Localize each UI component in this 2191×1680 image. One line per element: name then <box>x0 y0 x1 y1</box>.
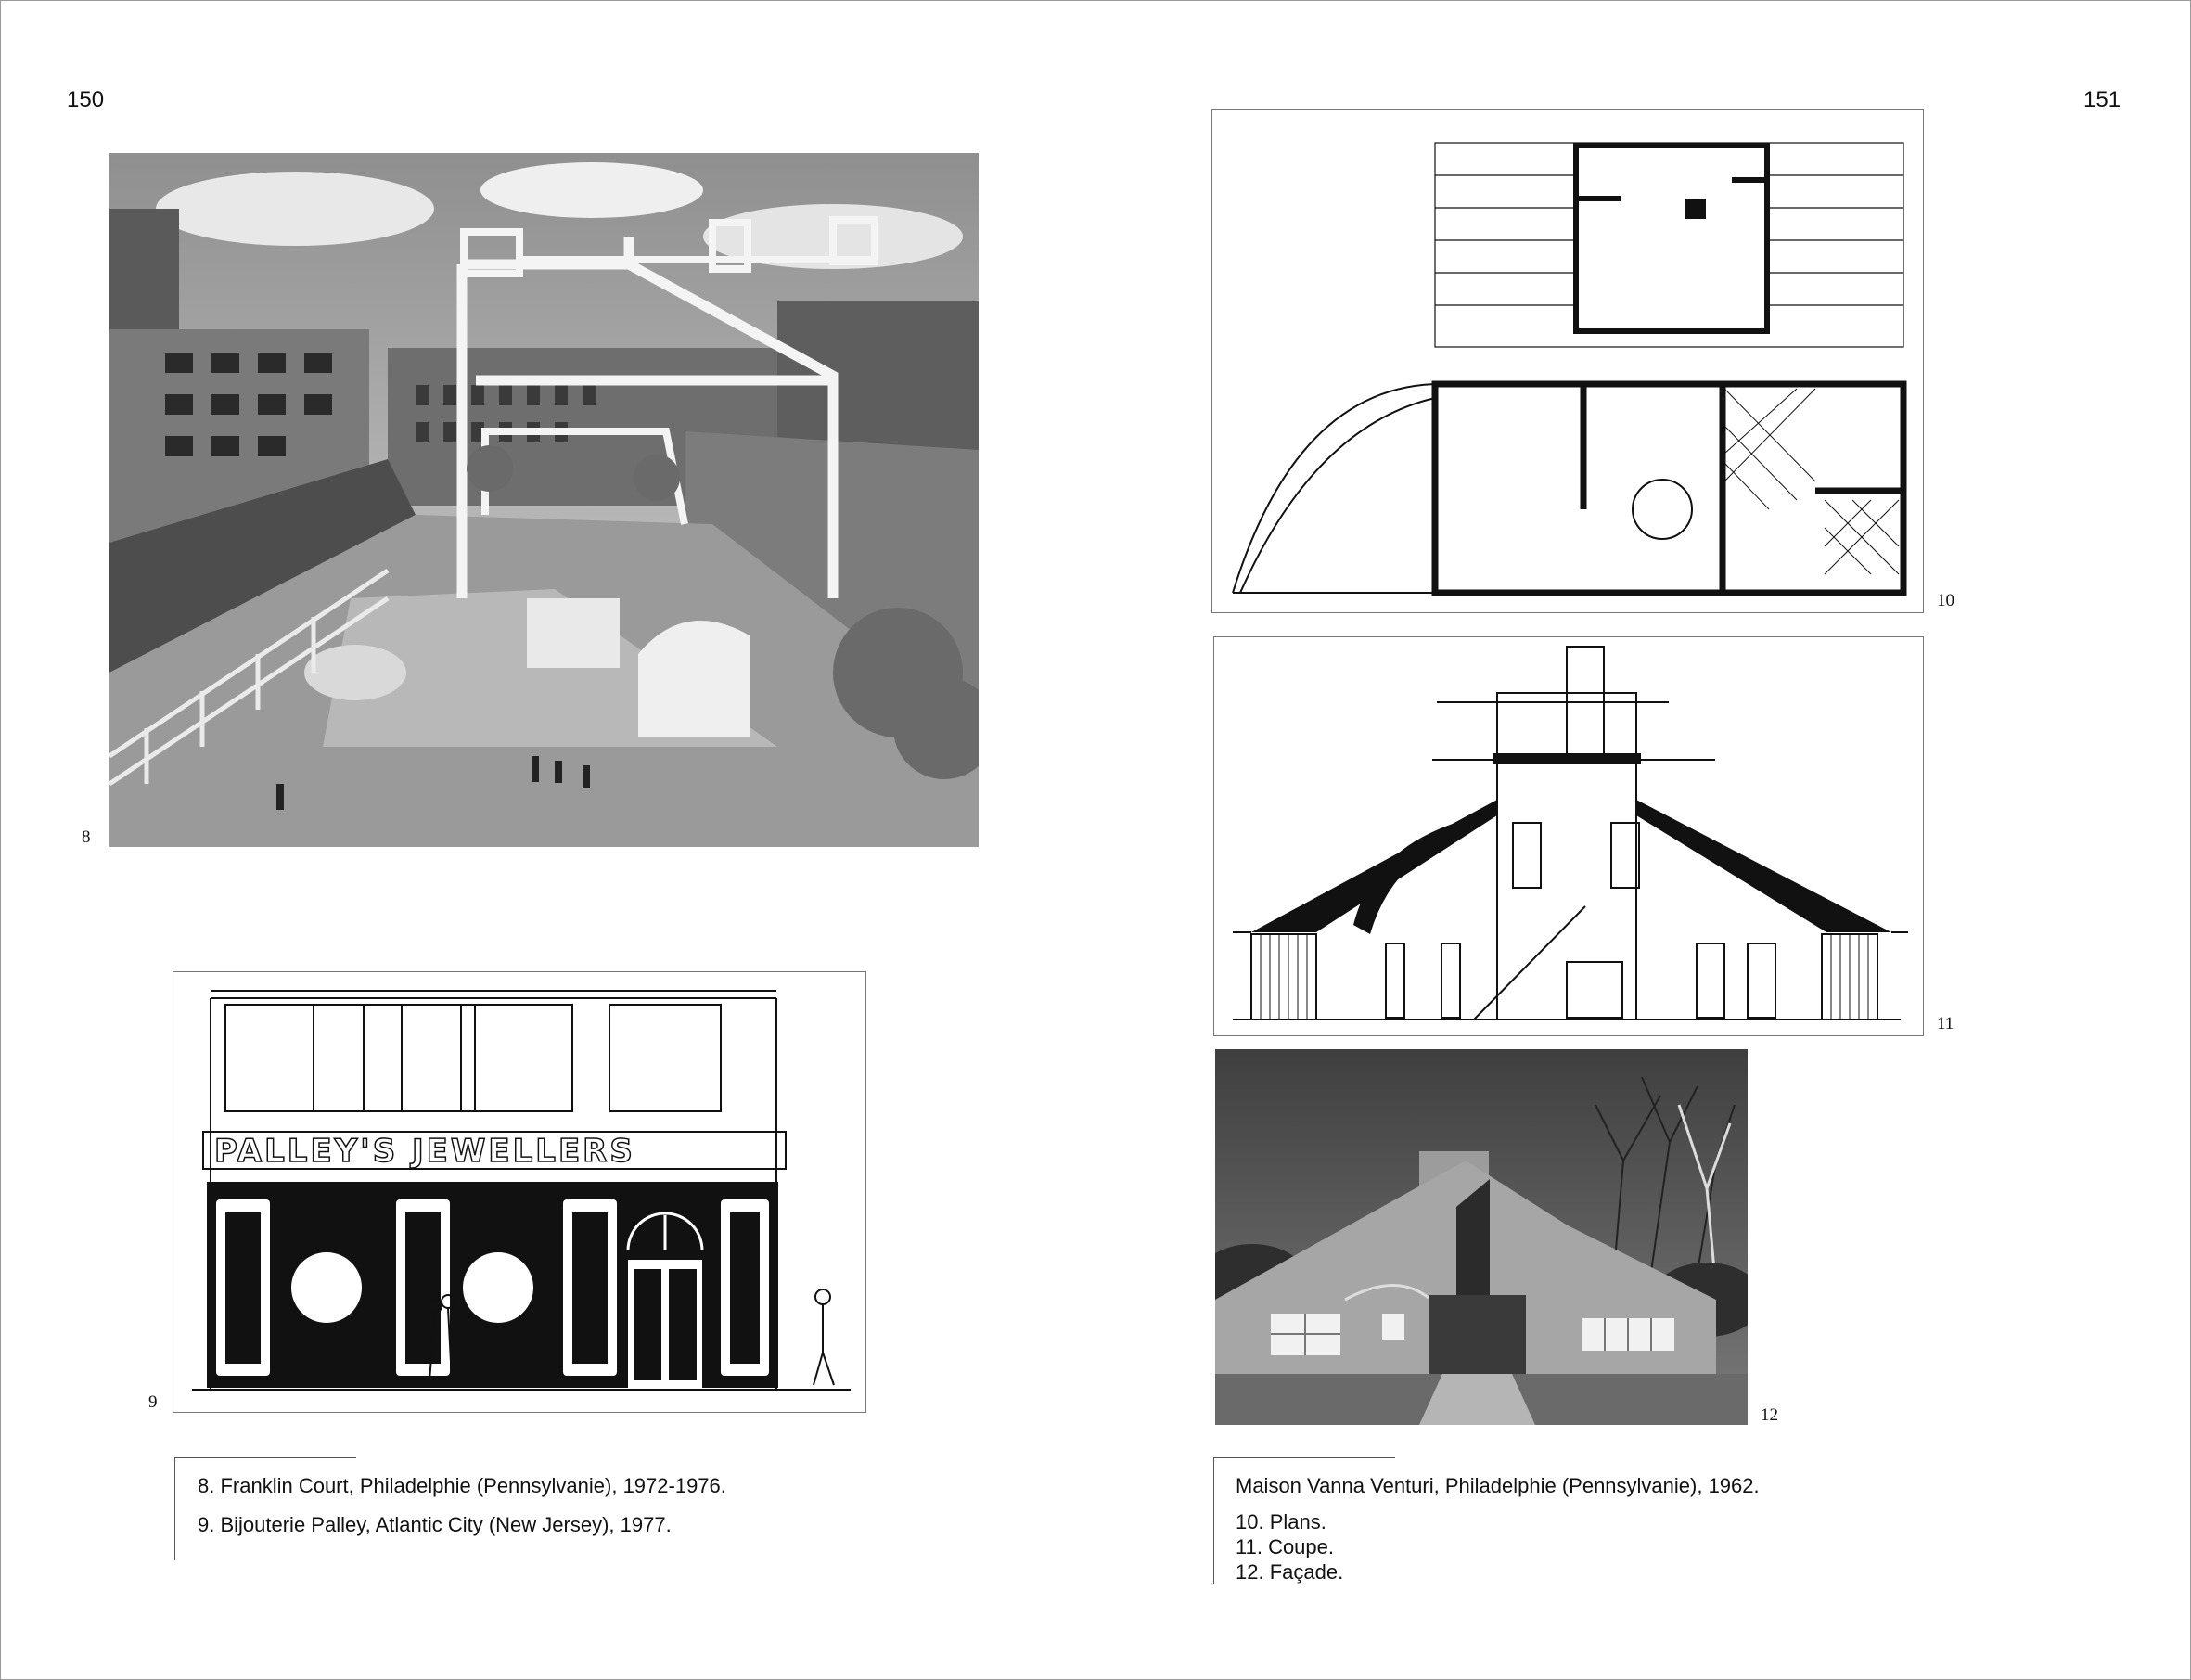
caption-figure-9: 9. Bijouterie Palley, Atlantic City (New Jersey), 1977. <box>198 1513 672 1536</box>
figure-9-palley-jewellers-elevation <box>173 971 866 1413</box>
right-caption-rule-top <box>1213 1457 1395 1458</box>
figure-12-number: 12 <box>1761 1405 1778 1425</box>
figure-10-number: 10 <box>1937 591 1954 610</box>
figure-8-number: 8 <box>82 827 91 847</box>
figure-9-number: 9 <box>148 1392 158 1412</box>
figure-11-section <box>1213 636 1924 1036</box>
caption-figure-11: 11. Coupe. <box>1236 1535 1335 1558</box>
right-page-number: 151 <box>2083 87 2121 112</box>
figure-8-franklin-court-photo <box>109 153 979 847</box>
caption-vanna-venturi-title: Maison Vanna Venturi, Philadelphie (Pennsylvanie), 1962. <box>1236 1474 1760 1497</box>
figure-11-number: 11 <box>1937 1014 1954 1033</box>
figure-10-plans <box>1211 109 1924 613</box>
caption-figure-8: 8. Franklin Court, Philadelphie (Pennsylvanie), 1972-1976. <box>198 1474 726 1497</box>
right-caption-block <box>1236 1472 2070 1584</box>
left-caption-block <box>198 1472 903 1539</box>
left-page-number: 150 <box>67 87 105 112</box>
palley-sign-text: PALLEY'S JEWELLERS <box>214 1133 635 1170</box>
caption-figure-10: 10. Plans. <box>1236 1510 1326 1533</box>
figure-12-facade-photo <box>1215 1049 1748 1425</box>
left-caption-rule-top <box>174 1457 356 1458</box>
left-caption-rule <box>174 1457 175 1560</box>
caption-figure-12: 12. Façade. <box>1236 1560 1344 1584</box>
right-caption-rule <box>1213 1457 1214 1584</box>
